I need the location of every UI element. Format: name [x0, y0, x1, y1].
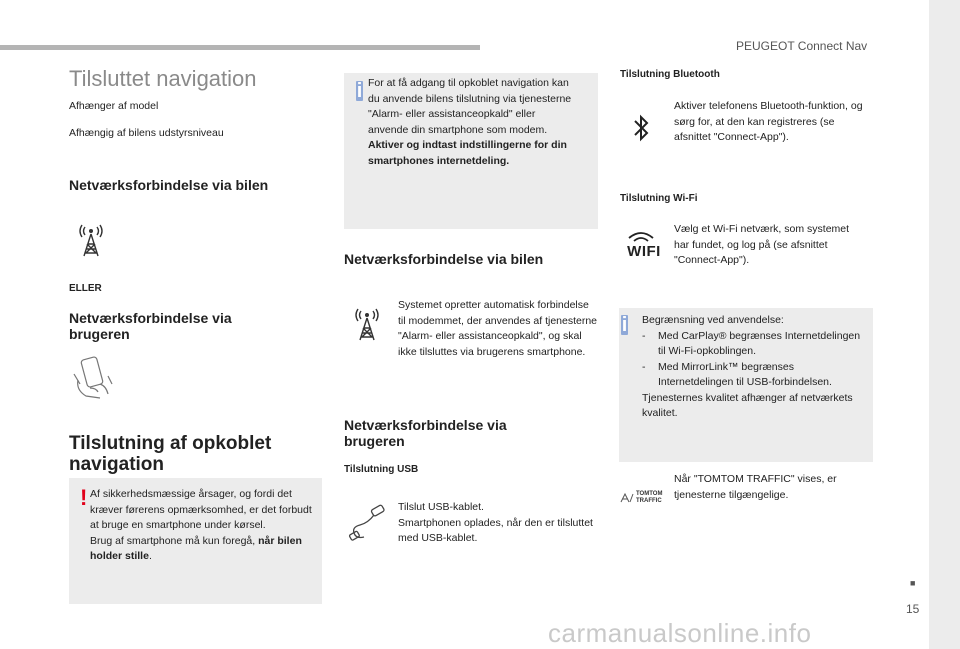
heading-car-connection-2: Netværksforbindelse via bilen: [344, 251, 544, 267]
warning-text: Af sikkerhedsmæssige årsager, og fordi det kræver førerens opmærksomhed, er det forbudt at bruge en smartphone under kørsel. Brug af smartphone må kun foregå, når bilen holder stille.: [90, 488, 312, 562]
watermark: carmanualsonline.info: [548, 618, 812, 648]
bluetooth-icon: [631, 113, 651, 143]
info-access-text: For at få adgang til opkoblet navigation kan du anvende bilens tilslutning via tjenesterne "Alarm- eller assistanceopkald" eller anvende din smartphone som modem. Aktiver og indtast indstillingerne for din smartphones internetdeling.: [368, 77, 572, 167]
antenna-icon: [74, 222, 108, 258]
wifi-label: Tilslutning Wi-Fi: [620, 193, 698, 204]
or-label: ELLER: [69, 283, 102, 294]
wifi-icon: [624, 230, 664, 259]
heading-user-connection-2: Netværksforbindelse via brugeren: [344, 417, 507, 449]
usb-text: Tilslut USB-kablet. Smartphonen oplades, når den er tilsluttet med USB-kablet.: [398, 501, 593, 544]
smartphone-hand-icon: [70, 354, 116, 400]
info-icon: i: [621, 314, 628, 336]
header-rule: [0, 45, 480, 50]
antenna-icon: [350, 306, 384, 342]
heading-connected-navigation: Tilslutning af opkoblet navigation: [69, 433, 272, 475]
wifi-text: Vælg et Wi-Fi netværk, som systemet har fundet, og log på (se afsnittet "Connect-App").: [674, 223, 850, 266]
limits-text: Begrænsning ved anvendelse: - Med CarPlay® begrænses Internetdelingen til Wi-Fi-opkoblingen. - Med MirrorLink™ begrænses Internetdelingen til USB-forbindelsen. Tjenesternes kvalitet afhænger af netværkets kvalitet.: [642, 313, 870, 422]
usb-cable-icon: [346, 503, 390, 543]
heading-car-connection: Netværksforbindelse via bilen: [69, 177, 269, 193]
tomtom-logo-line1: TOMTOM: [636, 491, 663, 497]
end-marker: ■: [910, 578, 916, 588]
limit-item: - Med MirrorLink™ begrænses Internetdelingen til USB-forbindelsen.: [642, 360, 832, 388]
info-box-access: [344, 73, 598, 229]
bluetooth-text: Aktiver telefonens Bluetooth-funktion, og sørg for, at den kan registreres (se afsnittet "Connect-App").: [674, 100, 863, 143]
limit-item: - Med CarPlay® begrænses Internetdelingen til Wi-Fi-opkoblingen.: [642, 329, 861, 357]
model-note: Afhænger af model: [69, 100, 159, 112]
wifi-icon-text: WIFI: [627, 243, 661, 260]
bluetooth-label: Tilslutning Bluetooth: [620, 69, 720, 80]
page-title: Tilsluttet navigation: [69, 66, 257, 91]
tomtom-logo-line2: TRAFFIC: [636, 497, 662, 504]
page-number: 15: [906, 602, 920, 616]
equipment-note: Afhængig af bilens udstyrsniveau: [69, 127, 224, 139]
tomtom-text: Når "TOMTOM TRAFFIC" vises, er tjenesterne tilgængelige.: [674, 473, 837, 501]
usb-label: Tilslutning USB: [344, 464, 419, 475]
car-connection-text: Systemet opretter automatisk forbindelse til modemmet, der anvendes af tjenesterne "Alarm- eller assistanceopkald", og skal ikke tilsluttes via brugerens smartphone.: [398, 299, 598, 358]
warning-icon: !: [80, 485, 88, 510]
heading-user-connection: Netværksforbindelse via brugeren: [69, 310, 232, 342]
page-edge-tab: [929, 0, 960, 649]
info-box-limits: [619, 308, 873, 462]
warning-box: [69, 478, 322, 604]
chapter-header: PEUGEOT Connect Nav: [736, 39, 868, 53]
info-icon: i: [356, 80, 363, 102]
